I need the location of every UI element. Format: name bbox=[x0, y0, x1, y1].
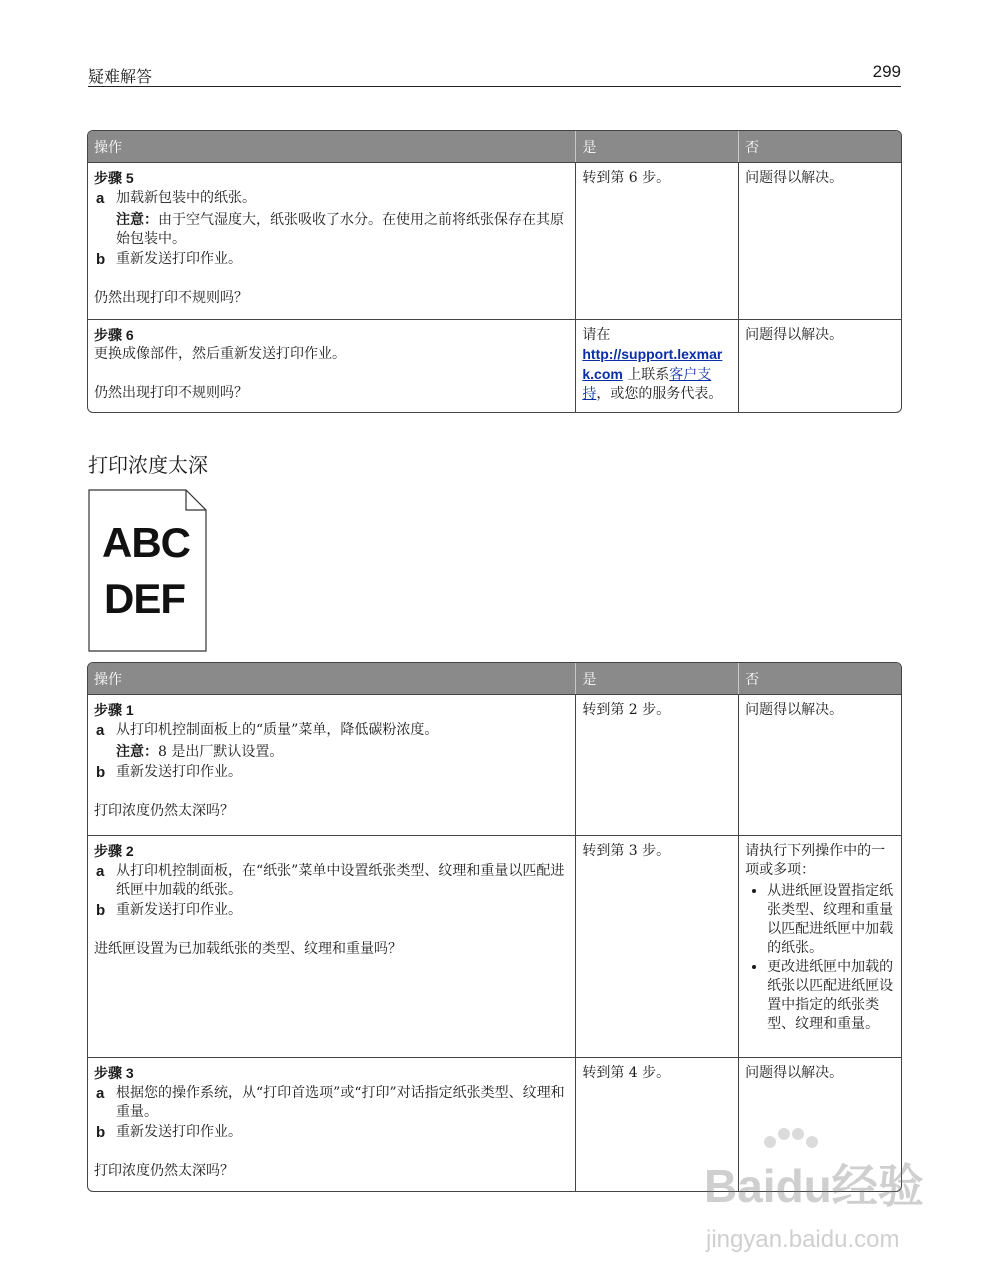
note bbox=[94, 211, 569, 249]
yes-cell: 转到第 3 步。 bbox=[575, 835, 738, 1057]
yes-text: ，或您的服务代表。 bbox=[596, 386, 723, 402]
step-title: 步骤 1 bbox=[94, 702, 134, 718]
no-options-list bbox=[745, 882, 895, 1034]
col-yes: 是 bbox=[575, 131, 738, 162]
sub-step-text: 重新发送打印作业。 bbox=[116, 764, 242, 780]
sub-step-letter: a bbox=[96, 863, 105, 880]
troubleshooting-table-1 bbox=[87, 130, 902, 413]
no-cell: 问题得以解决。 bbox=[738, 319, 901, 412]
sub-step-text: 重新发送打印作业。 bbox=[116, 902, 242, 918]
step-title: 步骤 6 bbox=[94, 327, 134, 343]
sub-step bbox=[94, 1084, 569, 1122]
watermark-url: jingyan.baidu.com bbox=[706, 1226, 900, 1253]
col-action: 操作 bbox=[88, 663, 575, 694]
page-number: 299 bbox=[872, 62, 901, 81]
action-cell bbox=[88, 1057, 575, 1191]
watermark-logo: Baidu经验 bbox=[704, 1160, 924, 1212]
customer-support-link[interactable]: 客户支持 bbox=[582, 367, 712, 402]
note-label: 注意： bbox=[116, 212, 158, 228]
sub-step-text: 重新发送打印作业。 bbox=[116, 1124, 242, 1140]
table-row bbox=[88, 162, 901, 319]
question: 仍然出现打印不规则吗？ bbox=[94, 385, 248, 401]
no-cell: 问题得以解决。 bbox=[738, 694, 901, 835]
table-header-row bbox=[88, 131, 901, 162]
sample-page-icon bbox=[88, 489, 208, 653]
col-no: 否 bbox=[738, 663, 901, 694]
note-label: 注意： bbox=[116, 744, 158, 760]
section-name: 疑难解答 bbox=[88, 67, 153, 86]
sub-step-letter: a bbox=[96, 1085, 105, 1102]
col-no: 否 bbox=[738, 131, 901, 162]
table-row bbox=[88, 319, 901, 412]
sub-step-text: 从打印机控制面板，在“纸张”菜单中设置纸张类型、纹理和重量以匹配进纸匣中加载的纸张。 bbox=[116, 863, 565, 898]
no-cell bbox=[738, 835, 901, 1057]
sub-step-letter: b bbox=[96, 764, 106, 781]
baidu-watermark bbox=[700, 1128, 940, 1268]
sample-text-line-1: ABC bbox=[102, 519, 190, 566]
yes-cell bbox=[575, 319, 738, 412]
sub-step-letter: b bbox=[96, 251, 106, 268]
sub-step bbox=[94, 901, 569, 920]
col-yes: 是 bbox=[575, 663, 738, 694]
action-cell bbox=[88, 319, 575, 412]
action-cell bbox=[88, 694, 575, 835]
question: 打印浓度仍然太深吗？ bbox=[94, 803, 234, 819]
step-title: 步骤 2 bbox=[94, 843, 134, 859]
sub-step-letter: a bbox=[96, 190, 105, 207]
page-header bbox=[88, 62, 901, 87]
yes-text: 请在 bbox=[582, 327, 611, 343]
page-outline-icon bbox=[88, 489, 208, 653]
sub-step bbox=[94, 862, 569, 900]
table-row bbox=[88, 694, 901, 835]
sub-step-text: 根据您的操作系统，从“打印首选项”或“打印”对话指定纸张类型、纹理和重量。 bbox=[116, 1085, 565, 1120]
yes-cell: 转到第 4 步。 bbox=[575, 1057, 738, 1191]
col-action: 操作 bbox=[88, 131, 575, 162]
step-title: 步骤 3 bbox=[94, 1065, 134, 1081]
support-link[interactable]: http://support.lexmark.com bbox=[582, 346, 723, 382]
yes-cell: 转到第 6 步。 bbox=[575, 162, 738, 319]
no-intro: 请执行下列操作中的一项或多项： bbox=[745, 843, 886, 878]
sub-step-letter: b bbox=[96, 1124, 106, 1141]
sub-step bbox=[94, 1123, 569, 1142]
note-text: 由于空气湿度大，纸张吸收了水分。在使用之前将纸张保存在其原始包装中。 bbox=[116, 212, 564, 247]
step-title: 步骤 5 bbox=[94, 170, 134, 186]
sub-step bbox=[94, 721, 569, 740]
section-title: 打印浓度太深 bbox=[88, 453, 208, 477]
list-item: • 从进纸匣设置指定纸张类型、纹理和重量以匹配进纸匣中加载的纸张。 bbox=[767, 882, 895, 958]
list-item: • 更改进纸匣中加载的纸张以匹配进纸匣设置中指定的纸张类型、纹理和重量。 bbox=[767, 958, 895, 1034]
sub-step-text: 从打印机控制面板上的“质量”菜单，降低碳粉浓度。 bbox=[116, 722, 439, 738]
table-header-row bbox=[88, 663, 901, 694]
table-row bbox=[88, 835, 901, 1057]
sub-step bbox=[94, 763, 569, 782]
note-text: 8 是出厂默认设置。 bbox=[158, 744, 284, 760]
yes-text: 上联系 bbox=[622, 367, 670, 383]
sub-step bbox=[94, 189, 569, 208]
sub-step-letter: b bbox=[96, 902, 106, 919]
no-cell: 问题得以解决。 bbox=[738, 1057, 901, 1191]
sample-text-line-2: DEF bbox=[104, 575, 185, 622]
yes-cell: 转到第 2 步。 bbox=[575, 694, 738, 835]
step-text: 更换成像部件，然后重新发送打印作业。 bbox=[94, 346, 346, 362]
question: 仍然出现打印不规则吗？ bbox=[94, 290, 248, 306]
no-cell: 问题得以解决。 bbox=[738, 162, 901, 319]
note bbox=[94, 743, 569, 762]
action-cell bbox=[88, 835, 575, 1057]
question: 打印浓度仍然太深吗？ bbox=[94, 1163, 234, 1179]
sub-step-text: 加载新包装中的纸张。 bbox=[116, 190, 256, 206]
question: 进纸匣设置为已加载纸张的类型、纹理和重量吗？ bbox=[94, 941, 402, 957]
troubleshooting-table-2 bbox=[87, 662, 902, 1192]
action-cell bbox=[88, 162, 575, 319]
sub-step-text: 重新发送打印作业。 bbox=[116, 251, 242, 267]
sub-step-letter: a bbox=[96, 722, 105, 739]
sub-step bbox=[94, 250, 569, 269]
